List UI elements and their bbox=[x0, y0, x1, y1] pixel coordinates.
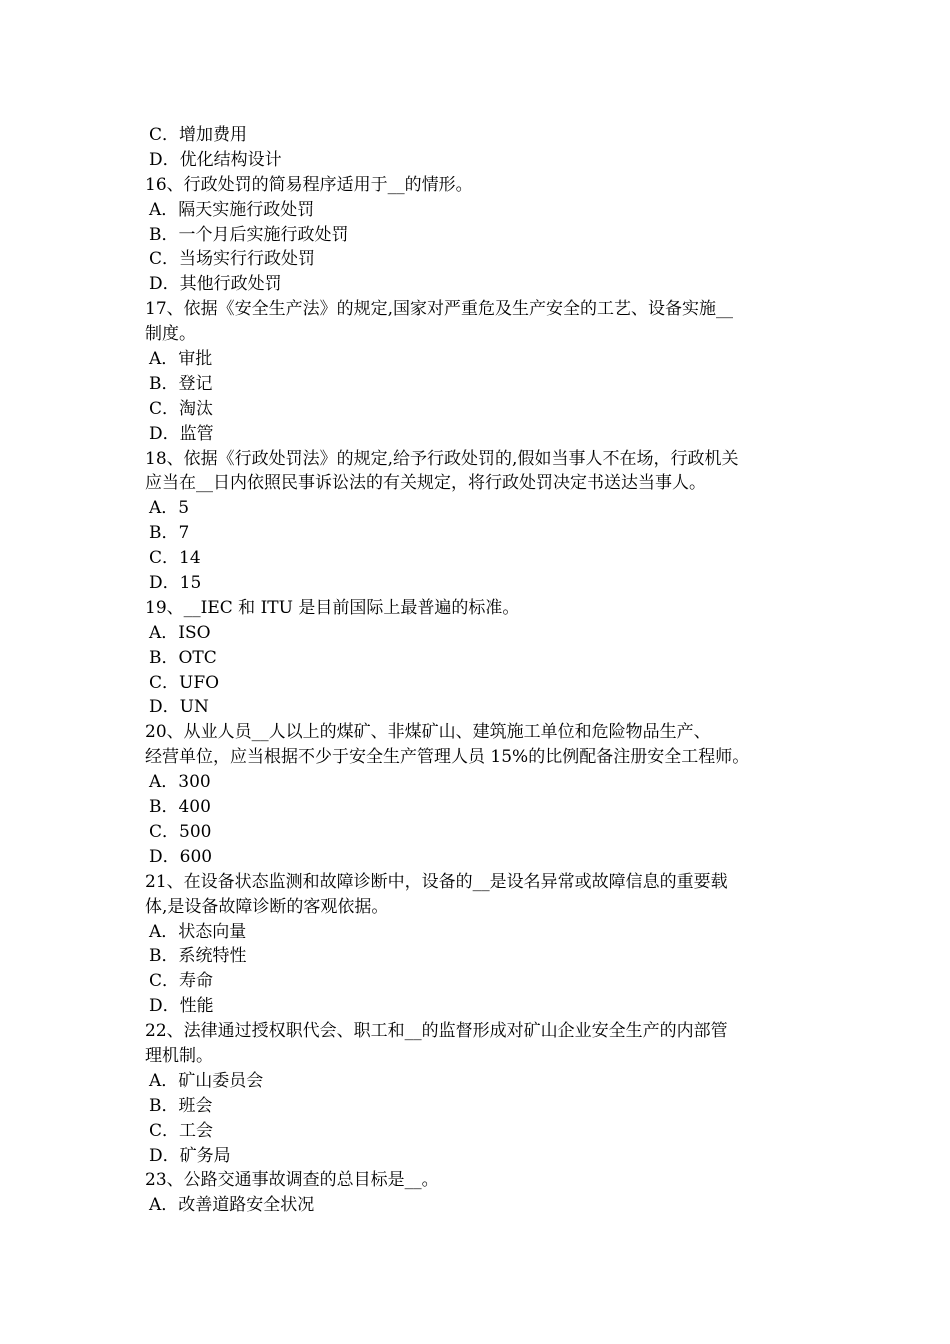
question-stem bbox=[145, 173, 810, 198]
question-stem bbox=[145, 1168, 810, 1193]
question-line: 21、在设备状态监测和故障诊断中，设备的__是设名异常或故障信息的重要载 bbox=[145, 871, 728, 892]
answer-option: C．当场实行行政处罚 bbox=[149, 249, 316, 270]
answer-option: A．审批 bbox=[149, 349, 213, 370]
question-line: 经营单位，应当根据不少于安全生产管理人员 15%的比例配备注册安全工程师。 bbox=[145, 747, 750, 768]
answer-option: D．其他行政处罚 bbox=[149, 274, 282, 295]
answer-option: B．班会 bbox=[149, 1095, 213, 1116]
question-line: 23、公路交通事故调查的总目标是__。 bbox=[145, 1170, 439, 1191]
answer-option: A．300 bbox=[149, 772, 211, 793]
question-stem bbox=[145, 297, 810, 347]
answer-option: D．UN bbox=[149, 697, 209, 718]
question-stem bbox=[145, 720, 810, 770]
question-line: 应当在__日内依照民事诉讼法的有关规定，将行政处罚决定书送达当事人。 bbox=[145, 473, 706, 494]
question-line: 理机制。 bbox=[145, 1045, 213, 1066]
document-page bbox=[145, 123, 810, 1218]
answer-option: C．工会 bbox=[149, 1120, 214, 1141]
question-line: 17、依据《安全生产法》的规定,国家对严重危及生产安全的工艺、设备实施__ bbox=[145, 299, 734, 320]
answer-option: C．寿命 bbox=[149, 971, 214, 992]
answer-option: C．500 bbox=[149, 821, 212, 842]
answer-option: D．优化结构设计 bbox=[149, 149, 282, 170]
answer-option: C．UFO bbox=[149, 672, 220, 693]
answer-option: C．14 bbox=[149, 548, 201, 569]
answer-option: D．性能 bbox=[149, 996, 214, 1017]
answer-option: D．600 bbox=[149, 846, 213, 867]
answer-option: B．7 bbox=[149, 523, 190, 544]
answer-option: D．矿务局 bbox=[149, 1145, 231, 1166]
answer-option: A．状态向量 bbox=[149, 921, 247, 942]
answer-option: C．淘汰 bbox=[149, 398, 214, 419]
answer-option: D．监管 bbox=[149, 423, 214, 444]
answer-option: D．15 bbox=[149, 573, 202, 594]
answer-option: B．登记 bbox=[149, 373, 213, 394]
question-line: 16、行政处罚的简易程序适用于__的情形。 bbox=[145, 174, 473, 195]
question-stem bbox=[145, 447, 810, 497]
question-stem bbox=[145, 596, 810, 621]
question-line: 19、__IEC 和 ITU 是目前国际上最普遍的标准。 bbox=[145, 597, 520, 618]
answer-option: B．OTC bbox=[149, 647, 217, 668]
answer-option: A．5 bbox=[149, 498, 190, 519]
answer-option: B．一个月后实施行政处罚 bbox=[149, 224, 349, 245]
question-stem bbox=[145, 1019, 810, 1069]
question-line: 体,是设备故障诊断的客观依据。 bbox=[145, 896, 389, 917]
question-stem bbox=[145, 870, 810, 920]
answer-option: B．系统特性 bbox=[149, 946, 247, 967]
answer-option: A．隔天实施行政处罚 bbox=[149, 199, 315, 220]
question-line: 18、依据《行政处罚法》的规定,给予行政处罚的,假如当事人不在场，行政机关 bbox=[145, 448, 739, 469]
answer-option: B．400 bbox=[149, 797, 211, 818]
answer-option: A．ISO bbox=[149, 622, 211, 643]
question-line: 22、法律通过授权职代会、职工和__的监督形成对矿山企业安全生产的内部管 bbox=[145, 1021, 728, 1042]
answer-option: A．改善道路安全状况 bbox=[149, 1195, 315, 1216]
question-line: 20、从业人员__人以上的煤矿、非煤矿山、建筑施工单位和危险物品生产、 bbox=[145, 722, 711, 743]
answer-option: C．增加费用 bbox=[149, 125, 248, 145]
answer-option: A．矿山委员会 bbox=[149, 1070, 264, 1091]
question-line: 制度。 bbox=[145, 324, 196, 345]
